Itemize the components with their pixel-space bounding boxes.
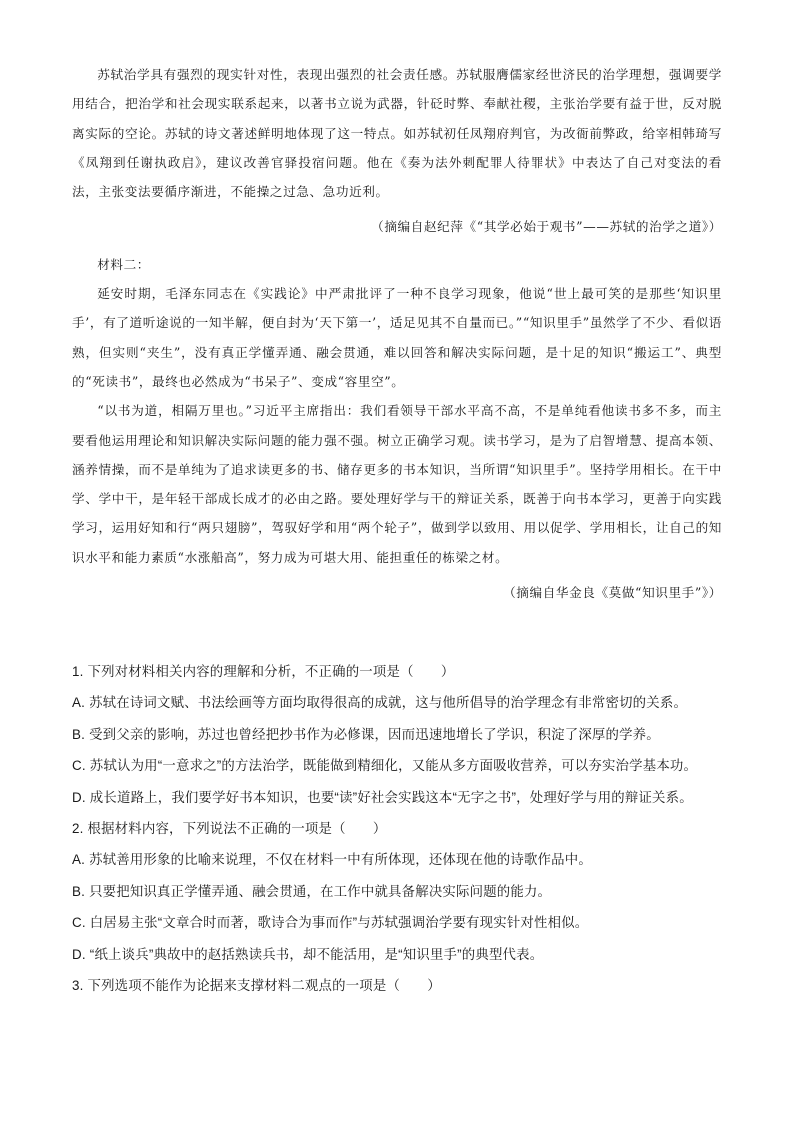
option-text: 只要把知识真正学懂弄通、融会贯通，在工作中就具备解决实际问题的能力。 [89,883,552,899]
material-label: 材料二： [97,256,150,272]
option-text: 苏轼善用形象的比喻来说理，不仅在材料一中有所体现，还体现在他的诗歌作品中。 [89,852,592,868]
passage-source: （摘编自华金良《莫做“知识里手”》） [503,585,722,601]
passage-source: （摘编自赵纪萍《“其学必始于观书”——苏轼的治学之道》） [371,219,722,235]
question-stem: 2. 根据材料内容，下列说法不正确的一项是（ ） [72,821,387,837]
question-option [72,844,726,875]
question [72,970,726,1001]
option-text: “纸上谈兵”典故中的赵括熟读兵书，却不能活用，是“知识里手”的典型代表。 [89,946,544,962]
option-letter: B. [72,726,86,742]
question [72,813,726,970]
question-option [72,750,726,781]
question-list [72,656,726,1001]
reading-passage [72,60,722,607]
option-letter: B. [72,883,86,899]
question-option [72,687,726,718]
question-option [72,719,726,750]
question [72,656,726,813]
passage-paragraph: “以书为道，相隔万里也。”习近平主席指出：我们看领导干部水平高不高，不是单纯看他读书多不多，而主要看他运用理论和知识解决实际问题的能力强不强。树立正确学习观。读书学习，是为了启智增慧、提高本领、涵养情操，而不是单纯为了追求读更多的书、储存更多的书本知识，当所谓“知识里手”。坚持学用相长。在干中学、学中干，是年轻干部成长成才的必由之路。要处理好学与干的辩证关系，既善于向书本学习，更善于向实践学习，运用好知和行“两只翅膀”，驾驭好学和用“两个轮子”，做到学以致用、用以促学、学用相长，让自己的知识水平和能力素质“水涨船高”，努力成为可堪大用、能担重任的栋梁之材。 [72,403,722,565]
option-letter: C. [72,915,86,931]
option-letter: D. [72,789,86,805]
passage-paragraph: 苏轼治学具有强烈的现实针对性，表现出强烈的社会责任感。苏轼服膺儒家经世济民的治学理想，强调要学用结合，把治学和社会现实联系起来，以著书立说为武器，针砭时弊、奉献社稷，主张治学要有益于世，反对脱离实际的空论。苏轼的诗文著述鲜明地体现了这一特点。如苏轼初任凤翔府判官，为改衙前弊政，给宰相韩琦写《凤翔到任谢执政启》，建议改善官驿投宿问题。他在《奏为法外刺配罪人待罪状》中表达了自己对变法的看法，主张变法要循序渐进，不能操之过急、急功近利。 [72,67,722,200]
option-text: 受到父亲的影响，苏过也曾经把抄书作为必修课，因而迅速地增长了学识，积淀了深厚的学养。 [89,726,660,742]
option-text: 白居易主张“文章合时而著，歌诗合为事而作”与苏轼强调治学要有现实针对性相似。 [89,915,589,931]
question-option [72,782,726,813]
question-stem: 1. 下列对材料相关内容的理解和分析，不正确的一项是（ ） [72,664,455,679]
option-letter: A. [72,695,86,711]
question-option [72,907,726,938]
option-text: 成长道路上，我们要学好书本知识，也要“读”好社会实践这本“无字之书”，处理好学与用的辩证关系。 [89,789,693,805]
question-option [72,876,726,907]
option-text: 苏轼在诗词文赋、书法绘画等方面均取得很高的成就，这与他所倡导的治学理念有非常密切的关系。 [89,695,688,711]
question-stem: 3. 下列选项不能作为论据来支撑材料二观点的一项是（ ） [72,978,441,994]
passage-paragraph: 延安时期，毛泽东同志在《实践论》中严肃批评了一种不良学习现象，他说“世上最可笑的是那些‘知识里手’，有了道听途说的一知半解，便自封为‘天下第一’，适足见其不自量而已。”“知识里手”虽然学了不少、看似语熟，但实则“夹生”，没有真正学懂弄通、融会贯通，难以回答和解决实际问题，是十足的知识“搬运工”、典型的“死读书”，最终也必然成为“书呆子”、变成“容里空”。 [72,286,722,389]
option-letter: C. [72,758,86,774]
option-letter: A. [72,852,86,868]
option-letter: D. [72,946,86,962]
option-text: 苏轼认为用“一意求之”的方法治学，既能做到精细化，又能从多方面吸收营养，可以夯实治学基本功。 [89,758,698,774]
question-option [72,939,726,970]
